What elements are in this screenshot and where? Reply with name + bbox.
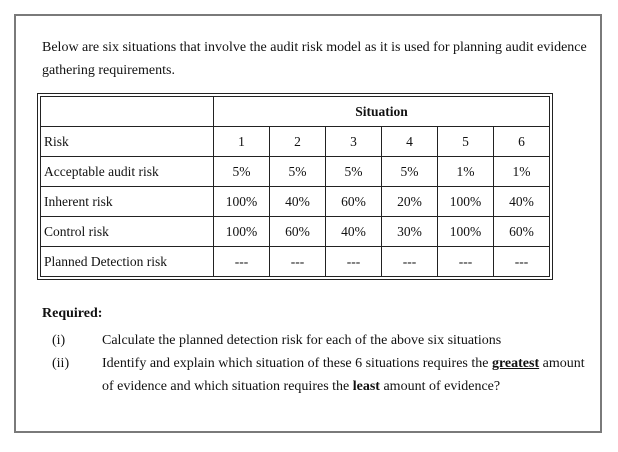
- table-cell: 1%: [438, 157, 494, 187]
- table-cell: 60%: [270, 217, 326, 247]
- table-cell: 5%: [214, 157, 270, 187]
- table-row: [41, 187, 550, 217]
- table-cell: 40%: [494, 187, 550, 217]
- list-item: [52, 352, 597, 398]
- column-header-6: 6: [494, 127, 550, 157]
- table-row: [41, 247, 550, 277]
- table-cell: 1%: [494, 157, 550, 187]
- row-label: Acceptable audit risk: [41, 157, 214, 187]
- table-header-row: [41, 97, 550, 127]
- item-text-part: amount of evidence?: [379, 379, 501, 394]
- table-cell: ---: [494, 247, 550, 277]
- required-list: [52, 329, 597, 398]
- item-text: Calculate the planned detection risk for each of the above six situations: [102, 333, 502, 348]
- table-cell: ---: [270, 247, 326, 277]
- required-heading: Required:: [42, 306, 103, 321]
- table-cell: 60%: [494, 217, 550, 247]
- intro-paragraph: Below are six situations that involve the audit risk model as it is used for planning audit evidence gathering requirements.: [42, 40, 587, 78]
- table-cell: 40%: [270, 187, 326, 217]
- table-cell: 60%: [326, 187, 382, 217]
- table-cell: 5%: [382, 157, 438, 187]
- table-cell: 5%: [270, 157, 326, 187]
- table-cell: 40%: [326, 217, 382, 247]
- list-item: [52, 329, 597, 352]
- item-text-part: Identify and explain which situation of these 6 situations requires the: [102, 356, 492, 371]
- greatest-emphasis: greatest: [491, 356, 540, 371]
- row-label: Planned Detection risk: [41, 247, 214, 277]
- item-marker: (i): [52, 333, 66, 348]
- least-emphasis: least: [352, 379, 380, 394]
- table-cell: 100%: [438, 217, 494, 247]
- risk-header: Risk: [41, 127, 214, 157]
- column-header-2: 2: [270, 127, 326, 157]
- column-header-4: 4: [382, 127, 438, 157]
- table-row: [41, 127, 550, 157]
- item-text: [102, 352, 597, 398]
- document-frame: [14, 14, 602, 433]
- table-cell: 100%: [438, 187, 494, 217]
- table-corner-cell: [41, 97, 214, 127]
- table-cell: ---: [326, 247, 382, 277]
- row-label: Inherent risk: [41, 187, 214, 217]
- row-label: Control risk: [41, 217, 214, 247]
- item-marker: (ii): [52, 356, 70, 371]
- table-cell: 100%: [214, 217, 270, 247]
- table-cell: 20%: [382, 187, 438, 217]
- table-cell: 30%: [382, 217, 438, 247]
- table-cell: 100%: [214, 187, 270, 217]
- audit-risk-table: [40, 96, 550, 277]
- table-cell: ---: [382, 247, 438, 277]
- table-row: [41, 217, 550, 247]
- item-text-part: amount of evidence and which situation requires the: [102, 356, 585, 394]
- situation-header: Situation: [214, 97, 550, 127]
- table-row: [41, 157, 550, 187]
- column-header-3: 3: [326, 127, 382, 157]
- table-cell: 5%: [326, 157, 382, 187]
- table-cell: ---: [214, 247, 270, 277]
- table-cell: ---: [438, 247, 494, 277]
- column-header-5: 5: [438, 127, 494, 157]
- column-header-1: 1: [214, 127, 270, 157]
